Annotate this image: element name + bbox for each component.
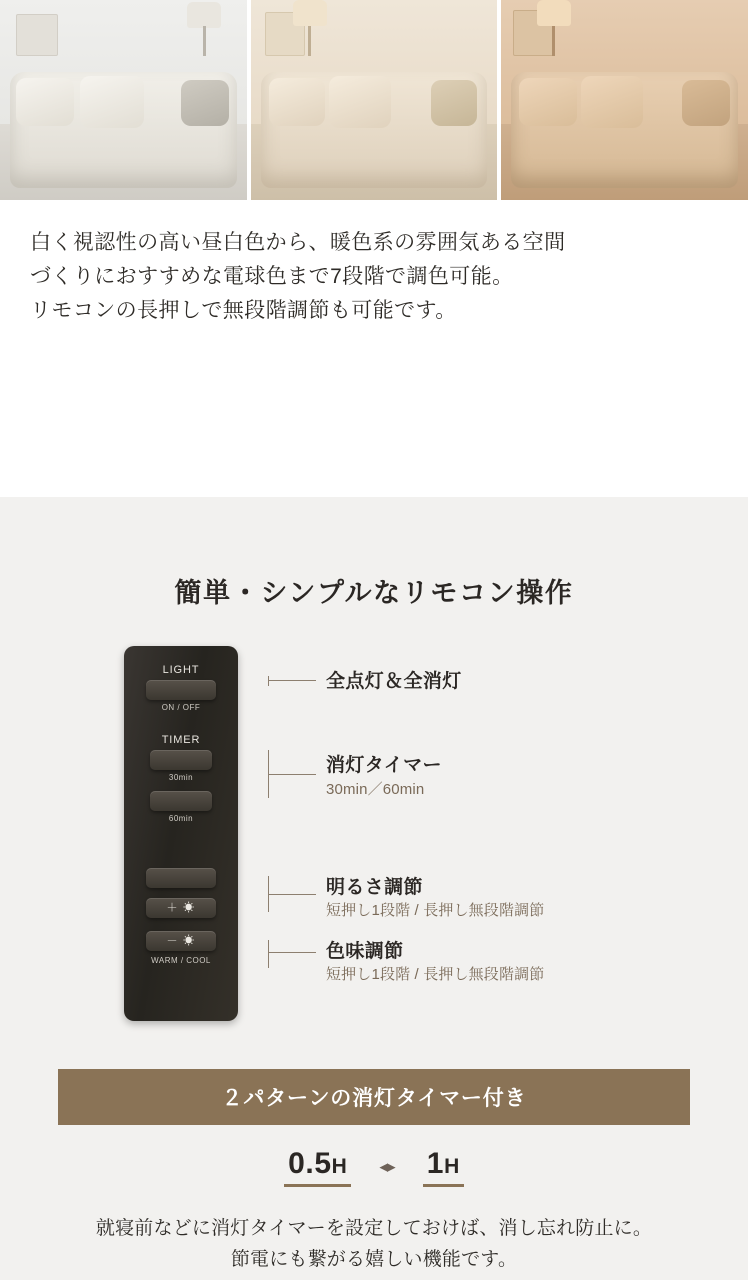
callout-connector-line — [268, 952, 316, 953]
remote-light-label: LIGHT — [162, 664, 200, 676]
remote-brightness-down-button[interactable] — [146, 898, 216, 918]
cushion — [431, 80, 477, 126]
cushion — [682, 80, 730, 126]
sofa — [261, 72, 488, 188]
timer-value-one-hour-unit: H — [444, 1155, 460, 1178]
remote-brightness-up-button[interactable] — [146, 868, 216, 888]
callout-connector-line — [268, 774, 316, 775]
brightness-down-icon: － ☀ — [166, 935, 196, 947]
timer-description-line-2: 節電にも繋がる嬉しい機能です。 — [230, 1248, 518, 1270]
timer-value-half-hour-number: 0.5 — [288, 1147, 332, 1180]
remote-timer-60-sublabel: 60min — [168, 814, 194, 823]
remote-timer-30-button[interactable] — [150, 750, 212, 770]
remote-timer-60-button[interactable] — [150, 791, 212, 811]
timer-value-half-hour-unit: H — [331, 1155, 348, 1178]
timer-banner — [58, 1069, 690, 1125]
timer-description — [0, 1214, 748, 1276]
remote-color-button[interactable] — [146, 931, 216, 951]
callout-connector-tick — [268, 676, 269, 686]
lead-copy — [0, 200, 748, 328]
callout-title: 色味調節 — [326, 941, 404, 962]
timer-value-half-hour — [284, 1147, 351, 1187]
wall-art — [16, 14, 58, 56]
lamp-stem — [308, 26, 311, 56]
cushion — [581, 76, 643, 128]
remote-timer-30-sublabel: 30min — [168, 773, 194, 782]
callout-title: 全点灯＆全消灯 — [326, 671, 462, 692]
timer-value-one-hour-number: 1 — [426, 1147, 445, 1180]
color-temperature-photo-strip — [0, 0, 748, 200]
sofa-photo-daylight-white — [0, 0, 247, 200]
lamp-stem — [203, 26, 206, 56]
lamp-shade-icon — [537, 0, 571, 26]
callout-connector-tick — [268, 750, 269, 798]
room-scene — [501, 0, 748, 200]
sofa — [10, 72, 237, 188]
cushion — [269, 78, 325, 126]
callout-title: 明るさ調節 — [326, 877, 423, 898]
timer-banner-label: ２パターンの消灯タイマー付き — [221, 1087, 527, 1110]
callout-connector-line — [268, 894, 316, 895]
sofa-photo-bulb-color — [501, 0, 748, 200]
cushion — [80, 76, 144, 128]
room-scene — [251, 0, 498, 200]
section-title: 簡単・シンプルなリモコン操作 — [174, 578, 574, 608]
lamp-shade-icon — [293, 0, 327, 26]
cushion — [329, 76, 391, 128]
brightness-up-icon: ＋ ☀ — [166, 902, 196, 914]
timer-value-one-hour — [423, 1147, 464, 1187]
lead-line-1: 白く視認性の高い昼白色から、暖色系の雰囲気ある空間 — [30, 231, 566, 254]
sofa-photo-neutral-warm — [251, 0, 498, 200]
lamp-stem — [552, 26, 555, 56]
callout-title: 消灯タイマー — [326, 755, 442, 776]
remote-light-button[interactable] — [146, 680, 216, 700]
callout-connector-tick — [268, 876, 269, 912]
remote-warm-cool-sublabel: WARM / COOL — [151, 956, 211, 965]
lead-line-3: リモコンの長押しで無段階調節も可能です。 — [30, 299, 457, 323]
lamp-shade-icon — [187, 2, 221, 28]
remote-control-section — [0, 497, 748, 1280]
sofa — [511, 72, 738, 188]
callout-subtitle: 短押し1段階 / 長押し無段階調節 — [326, 902, 545, 919]
callout-connector-tick — [268, 940, 269, 968]
callout-subtitle: 30min／60min — [326, 781, 425, 798]
timer-values — [0, 1147, 748, 1187]
remote-diagram — [0, 646, 748, 1028]
remote-control-image — [124, 646, 238, 1021]
timer-description-line-1: 就寝前などに消灯タイマーを設定しておけば、消し忘れ防止に。 — [95, 1218, 653, 1239]
callout-subtitle: 短押し1段階 / 長押し無段階調節 — [326, 966, 545, 983]
arrow-icon: ◂▸ — [379, 1157, 395, 1176]
cushion — [16, 78, 74, 126]
remote-light-sublabel: ON / OFF — [161, 703, 201, 712]
cushion — [181, 80, 229, 126]
room-scene — [0, 0, 247, 200]
callout-connector-line — [268, 680, 316, 681]
cushion — [519, 78, 577, 126]
remote-timer-label: TIMER — [161, 734, 201, 746]
lead-line-2: づくりにおすすめな電球色まで7段階で調色可能。 — [30, 265, 514, 289]
